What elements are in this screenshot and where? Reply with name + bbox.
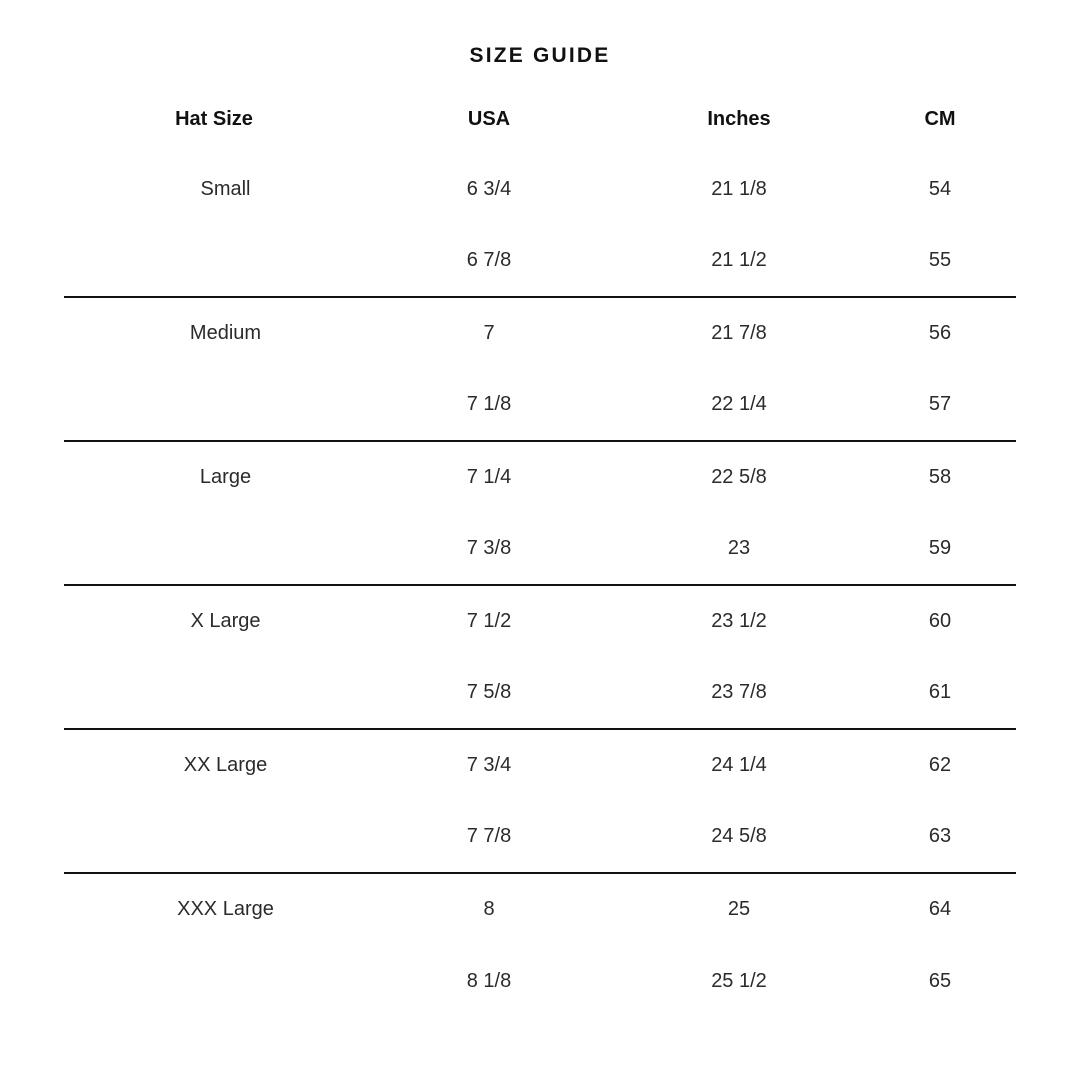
table-row bbox=[64, 585, 1016, 657]
cell-hat-size bbox=[64, 801, 364, 873]
cell-cm: 65 bbox=[928, 969, 952, 992]
table-row bbox=[64, 945, 1016, 1017]
cell-hat-size bbox=[64, 225, 364, 297]
cell-cm: 55 bbox=[928, 249, 952, 271]
cell-hat-size bbox=[64, 513, 364, 585]
cell-usa: 6 3/4 bbox=[466, 177, 512, 200]
cell-usa: 6 7/8 bbox=[466, 249, 512, 271]
table-row bbox=[64, 873, 1016, 945]
cell-inches: 22 1/4 bbox=[711, 393, 767, 415]
cell-hat-size: XX Large bbox=[64, 729, 364, 801]
column-header-usa: USA bbox=[467, 108, 511, 130]
column-header-inches: Inches bbox=[707, 108, 771, 130]
cell-cm: 56 bbox=[864, 297, 1016, 369]
cell-inches: 21 1/8 bbox=[711, 177, 767, 200]
cell-inches: 23 7/8 bbox=[711, 681, 767, 703]
cell-cm: 54 bbox=[928, 177, 952, 200]
cell-hat-size: X Large bbox=[64, 585, 364, 657]
cell-cm: 62 bbox=[864, 729, 1016, 801]
cell-inches: 22 5/8 bbox=[614, 441, 864, 513]
cell-inches: 23 1/2 bbox=[614, 585, 864, 657]
page-title: SIZE GUIDE bbox=[469, 44, 611, 67]
cell-hat-size bbox=[64, 657, 364, 729]
cell-usa: 7 1/4 bbox=[364, 441, 614, 513]
table-body bbox=[64, 153, 1016, 1017]
column-header-cm: CM bbox=[924, 108, 956, 130]
cell-usa: 7 3/8 bbox=[466, 537, 512, 559]
cell-usa: 7 1/2 bbox=[364, 585, 614, 657]
cell-hat-size: XXX Large bbox=[64, 873, 364, 945]
cell-usa: 7 7/8 bbox=[466, 825, 512, 847]
cell-cm: 60 bbox=[864, 585, 1016, 657]
cell-inches: 21 1/2 bbox=[711, 249, 767, 271]
table-row bbox=[64, 153, 1016, 225]
cell-usa: 7 5/8 bbox=[466, 681, 512, 703]
table-row bbox=[64, 801, 1016, 873]
cell-inches: 21 7/8 bbox=[614, 297, 864, 369]
cell-hat-size: Small bbox=[200, 177, 251, 200]
cell-cm: 64 bbox=[864, 873, 1016, 945]
cell-inches: 25 1/2 bbox=[711, 969, 767, 992]
table-row bbox=[64, 297, 1016, 369]
cell-inches: 23 bbox=[727, 537, 751, 559]
cell-hat-size: Large bbox=[64, 441, 364, 513]
cell-inches: 24 1/4 bbox=[614, 729, 864, 801]
cell-usa: 8 bbox=[364, 873, 614, 945]
cell-hat-size bbox=[64, 945, 364, 1017]
cell-cm: 59 bbox=[928, 537, 952, 559]
column-header-hat-size: Hat Size bbox=[175, 108, 253, 130]
table-header-row bbox=[64, 94, 1016, 153]
table-row bbox=[64, 369, 1016, 441]
cell-cm: 58 bbox=[864, 441, 1016, 513]
cell-hat-size: Medium bbox=[64, 297, 364, 369]
table-row bbox=[64, 441, 1016, 513]
cell-cm: 61 bbox=[928, 681, 952, 703]
cell-inches: 24 5/8 bbox=[711, 825, 767, 847]
table-row bbox=[64, 729, 1016, 801]
cell-inches: 25 bbox=[614, 873, 864, 945]
cell-usa: 7 3/4 bbox=[364, 729, 614, 801]
cell-usa: 8 1/8 bbox=[466, 969, 512, 992]
cell-cm: 63 bbox=[928, 825, 952, 847]
table-header bbox=[64, 94, 1016, 153]
table-row bbox=[64, 657, 1016, 729]
cell-usa: 7 bbox=[364, 297, 614, 369]
size-guide-table bbox=[64, 94, 1016, 1017]
cell-hat-size bbox=[64, 369, 364, 441]
table-row bbox=[64, 225, 1016, 297]
table-row bbox=[64, 513, 1016, 585]
cell-cm: 57 bbox=[928, 393, 952, 415]
cell-usa: 7 1/8 bbox=[466, 393, 512, 415]
